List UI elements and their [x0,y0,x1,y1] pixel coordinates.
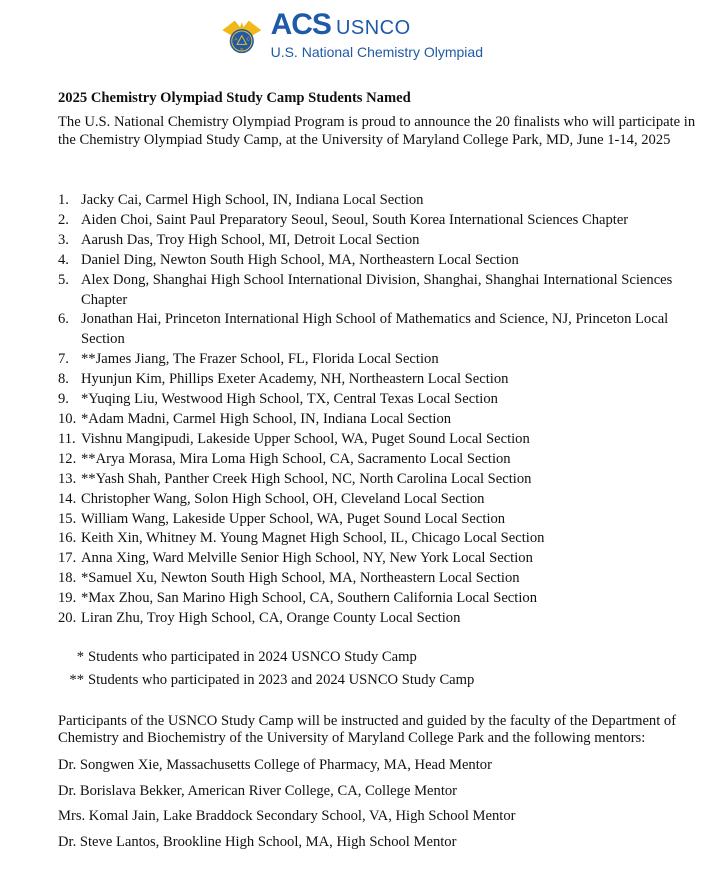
footnote-text: Students who participated in 2024 USNCO Study Camp [88,649,417,665]
finalist-item [58,191,698,211]
finalist-item [58,549,698,569]
finalist-text: Aarush Das, Troy High School, MI, Detroit Local Section [81,231,420,248]
finalist-number: 10. [58,410,77,427]
footnote-mark: ** [69,672,84,688]
finalist-item [58,490,698,510]
finalist-number: 4. [58,251,69,268]
finalist-item [58,589,698,609]
finalist-text: Daniel Ding, Newton South High School, MA, Northeastern Local Section [81,251,519,268]
finalist-item [58,271,698,311]
svg-text:C: C [246,36,250,42]
finalist-number: 15. [58,510,77,527]
finalist-number: 1. [58,192,69,208]
finalist-text: Christopher Wang, Solon High School, OH, Cleveland Local Section [81,490,485,507]
finalist-text: Liran Zhu, Troy High School, CA, Orange County Local Section [81,610,461,627]
mentors-list [58,753,515,855]
finalist-number: 19. [58,590,77,607]
finalist-number: 8. [58,371,69,388]
finalist-text: **Arya Morasa, Mira Loma High School, CA, Sacramento Local Section [81,450,511,467]
finalist-number: 13. [58,470,77,487]
finalist-item [58,211,698,231]
finalist-text: Alex Dong, Shanghai High School International Division, Shanghai, Shanghai International Sciences Chapter [81,271,673,308]
logo-wordmark [271,10,483,60]
finalist-number: 16. [58,530,77,547]
footnote-item [64,646,474,669]
finalist-text: *Yuqing Liu, Westwood High School, TX, Central Texas Local Section [81,391,498,408]
finalist-number: 14. [58,490,77,507]
finalist-item [58,390,698,410]
mentor-item: Mrs. Komal Jain, Lake Braddock Secondary School, VA, High School Mentor [58,808,516,824]
logo-acs-text: ACS [270,8,331,41]
svg-text:S: S [240,47,244,53]
finalist-text: Jacky Cai, Carmel High School, IN, Indiana Local Section [81,192,424,208]
finalist-text: **James Jiang, The Frazer School, FL, Florida Local Section [81,351,439,368]
finalist-text: **Yash Shah, Panther Creek High School, NC, North Carolina Local Section [81,470,532,487]
finalist-item [58,470,698,490]
finalist-number: 6. [58,311,69,328]
finalist-text: Vishnu Mangipudi, Lakeside Upper School, WA, Puget Sound Local Section [81,430,530,447]
finalist-number: 9. [58,391,69,408]
finalist-text: *Adam Madni, Carmel High School, IN, Indiana Local Section [81,410,452,427]
footnotes [64,646,474,692]
closing-paragraph: Participants of the USNCO Study Camp will be instructed and guided by the faculty of the Department of Chemistry and Biochemistry of the University of Maryland College Park and the following mentors: [58,713,677,746]
finalist-number: 7. [58,351,69,368]
finalist-item [58,510,698,530]
finalist-item [58,410,698,430]
finalist-text: *Max Zhou, San Marino High School, CA, Southern California Local Section [81,590,537,607]
finalist-number: 3. [58,231,69,248]
footnote-mark: * [76,649,84,665]
mentor-item: Dr. Steve Lantos, Brookline High School, MA, High School Mentor [58,833,457,850]
finalist-number: 2. [58,211,69,228]
footnote-text: Students who participated in 2023 and 2024 USNCO Study Camp [88,672,475,688]
finalists-list [58,191,698,629]
finalist-number: 17. [58,550,77,567]
mentor-item: Dr. Borislava Bekker, American River College, CA, College Mentor [58,782,458,799]
acs-eagle-seal-icon [221,6,263,64]
finalist-text: *Samuel Xu, Newton South High School, MA, Northeastern Local Section [81,570,520,587]
finalist-item [58,310,698,350]
finalist-item [58,430,698,450]
finalist-item [58,529,698,549]
finalist-number: 12. [58,450,77,467]
finalist-item [58,350,698,370]
finalist-item [58,251,698,271]
finalist-text: Aiden Choi, Saint Paul Preparatory Seoul, Seoul, South Korea International Sciences Chapter [81,211,629,228]
logo-usnco-text: USNCO [335,17,411,39]
mentor-item: Dr. Songwen Xie, Massachusetts College of Pharmacy, MA, Head Mentor [58,757,492,773]
intro-paragraph: The U.S. National Chemistry Olympiad Program is proud to announce the 20 finalists who will participate in the Chemistry Olympiad Study Camp, at the University of Maryland College Park, MD, June 1-14, 2025 [58,114,696,148]
finalist-text: Anna Xing, Ward Melville Senior High School, NY, New York Local Section [81,550,533,567]
finalist-text: Jonathan Hai, Princeton International High School of Mathematics and Science, NJ, Princeton Local Section [81,311,669,348]
finalist-text: Hyunjun Kim, Phillips Exeter Academy, NH, Northeastern Local Section [81,371,509,388]
acs-usnco-logo [221,6,483,64]
finalist-text: William Wang, Lakeside Upper School, WA, Puget Sound Local Section [81,510,506,527]
finalist-item [58,450,698,470]
finalist-item [58,609,698,629]
finalist-number: 18. [58,570,77,587]
document-title: 2025 Chemistry Olympiad Study Camp Students Named [58,90,411,106]
footnote-item [64,669,474,692]
finalist-number: 5. [58,271,69,288]
finalist-text: Keith Xin, Whitney M. Young Magnet High School, IL, Chicago Local Section [81,530,545,547]
logo-subtitle: U.S. National Chemistry Olympiad [270,44,483,60]
svg-text:A: A [234,36,238,42]
finalist-number: 20. [58,610,77,627]
finalist-number: 11. [58,430,76,447]
finalist-item [58,569,698,589]
finalist-item [58,370,698,390]
finalist-item [58,231,698,251]
